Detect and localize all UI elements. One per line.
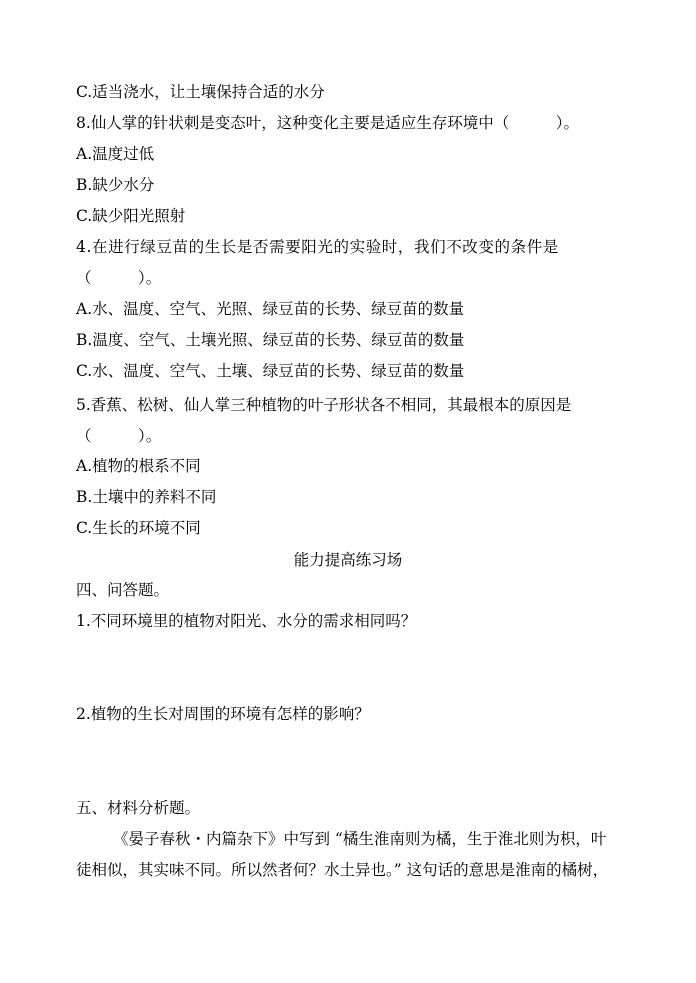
section-title: 能力提高练习场 [293, 551, 403, 569]
question-8: 8.仙人掌的针状刺是变态叶，这种变化主要是适应生存环境中（ ）。 [76, 114, 580, 132]
section-5-heading: 五、材料分析题。 [76, 799, 201, 817]
option-c-lack-sunlight: C.缺少阳光照射 [76, 207, 186, 225]
question-5-option-a: A.植物的根系不同 [76, 457, 201, 475]
essay-question-2: 2.植物的生长对周围的环境有怎样的影响？ [76, 705, 370, 723]
question-4-option-a: A.水、温度、空气、光照、绿豆苗的长势、绿豆苗的数量 [76, 300, 465, 318]
option-a-low-temperature: A.温度过低 [76, 145, 155, 163]
question-4: 4.在进行绿豆苗的生长是否需要阳光的实验时，我们不改变的条件是 [76, 238, 559, 256]
question-4-blank: （ ）。 [76, 269, 162, 287]
question-4-option-b: B.温度、空气、土壤光照、绿豆苗的长势、绿豆苗的数量 [76, 331, 465, 349]
question-5: 5.香蕉、松树、仙人掌三种植物的叶子形状各不相同，其最根本的原因是 [76, 396, 572, 414]
material-paragraph-line-1: 《晏子春秋・内篇杂下》中写到 “橘生淮南则为橘，生于淮北则为枳，叶 [113, 830, 607, 848]
option-c-water: C.适当浇水，让土壤保持合适的水分 [76, 83, 325, 101]
option-b-lack-water: B.缺少水分 [76, 176, 155, 194]
question-5-option-b: B.土壤中的养料不同 [76, 488, 217, 506]
section-4-heading: 四、问答题。 [76, 581, 170, 599]
question-5-blank: （ ）。 [76, 427, 162, 445]
material-paragraph-line-2: 徒相似，其实味不同。所以然者何？水土异也。” 这句话的意思是淮南的橘树， [76, 861, 609, 879]
question-5-option-c: C.生长的环境不同 [76, 519, 201, 537]
question-4-option-c: C.水、温度、空气、土壤、绿豆苗的长势、绿豆苗的数量 [76, 362, 465, 380]
essay-question-1: 1.不同环境里的植物对阳光、水分的需求相同吗？ [76, 612, 417, 630]
